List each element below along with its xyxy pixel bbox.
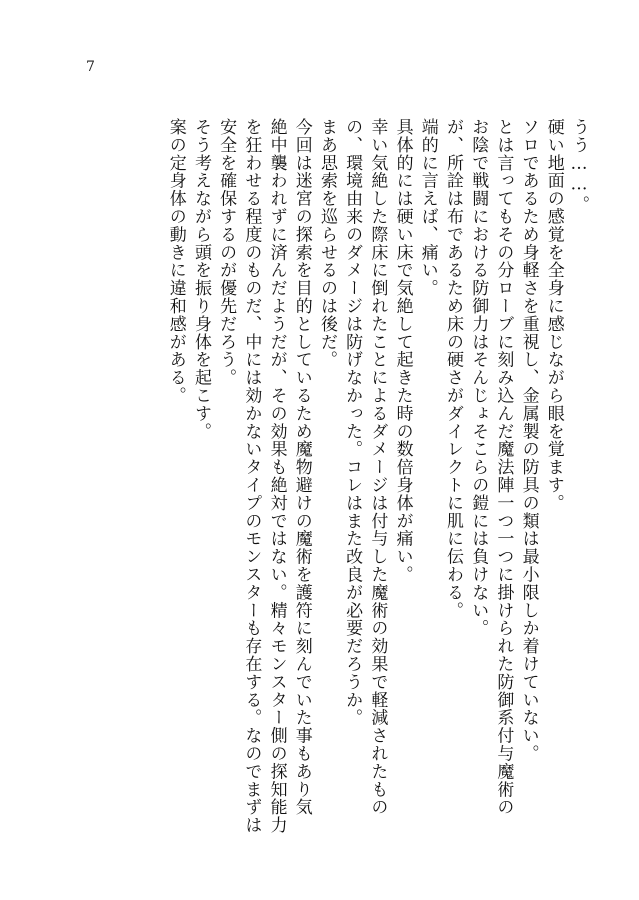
text-line: 今回は迷宮の探索を目的としているため魔物避けの魔術を護符に刻んでいた事もあり気 — [291, 118, 312, 817]
text-line: お陰で戦闘における防御力はそんじょそこらの鎧には負けない。 — [468, 118, 489, 638]
text-line: 安全を確保するのが優先だろう。 — [216, 118, 237, 387]
text-line: そう考えながら頭を振り身体を起こす。 — [190, 118, 211, 441]
text-line: を狂わせる程度のものだ、中には効かないタイプのモンスターも存在する。なのでまずは — [241, 118, 262, 834]
page-number: 7 — [86, 59, 95, 75]
vertical-text-body — [163, 118, 591, 834]
text-line: 幸い気絶した際床に倒れたことによるダメージは付与した魔術の効果で軽減されたもの — [367, 118, 388, 817]
text-line: の、環境由来のダメージは防げなかった。コレはまた改良が必要だろうか。 — [342, 118, 363, 727]
text-line: 具体的には硬い床で気絶して起きた時の数倍身体が痛い。 — [392, 118, 413, 584]
text-line: 絶中襲われずに済んだようだが、その効果も絶対ではない。精々モンスター側の探知能力 — [266, 118, 287, 834]
text-line: が、所詮は布であるため床の硬さがダイレクトに肌に伝わる。 — [442, 118, 463, 620]
text-line: 硬い地面の感覚を全身に感じながら眼を覚ます。 — [543, 118, 564, 512]
text-line: まあ思索を巡らせるのは後だ。 — [316, 118, 337, 369]
text-line: とは言ってもその分ローブに刻み込んだ魔法陣一つ一つに掛けられた防御系付与魔術の — [493, 118, 514, 817]
text-line: 端的に言えば、痛い。 — [417, 118, 438, 297]
text-line: ソロであるため身軽さを重視し、金属製の防具の類は最小限しか着けていない。 — [518, 118, 539, 763]
text-line: 案の定身体の動きに違和感がある。 — [165, 118, 186, 405]
text-line: うう……。 — [569, 118, 589, 214]
